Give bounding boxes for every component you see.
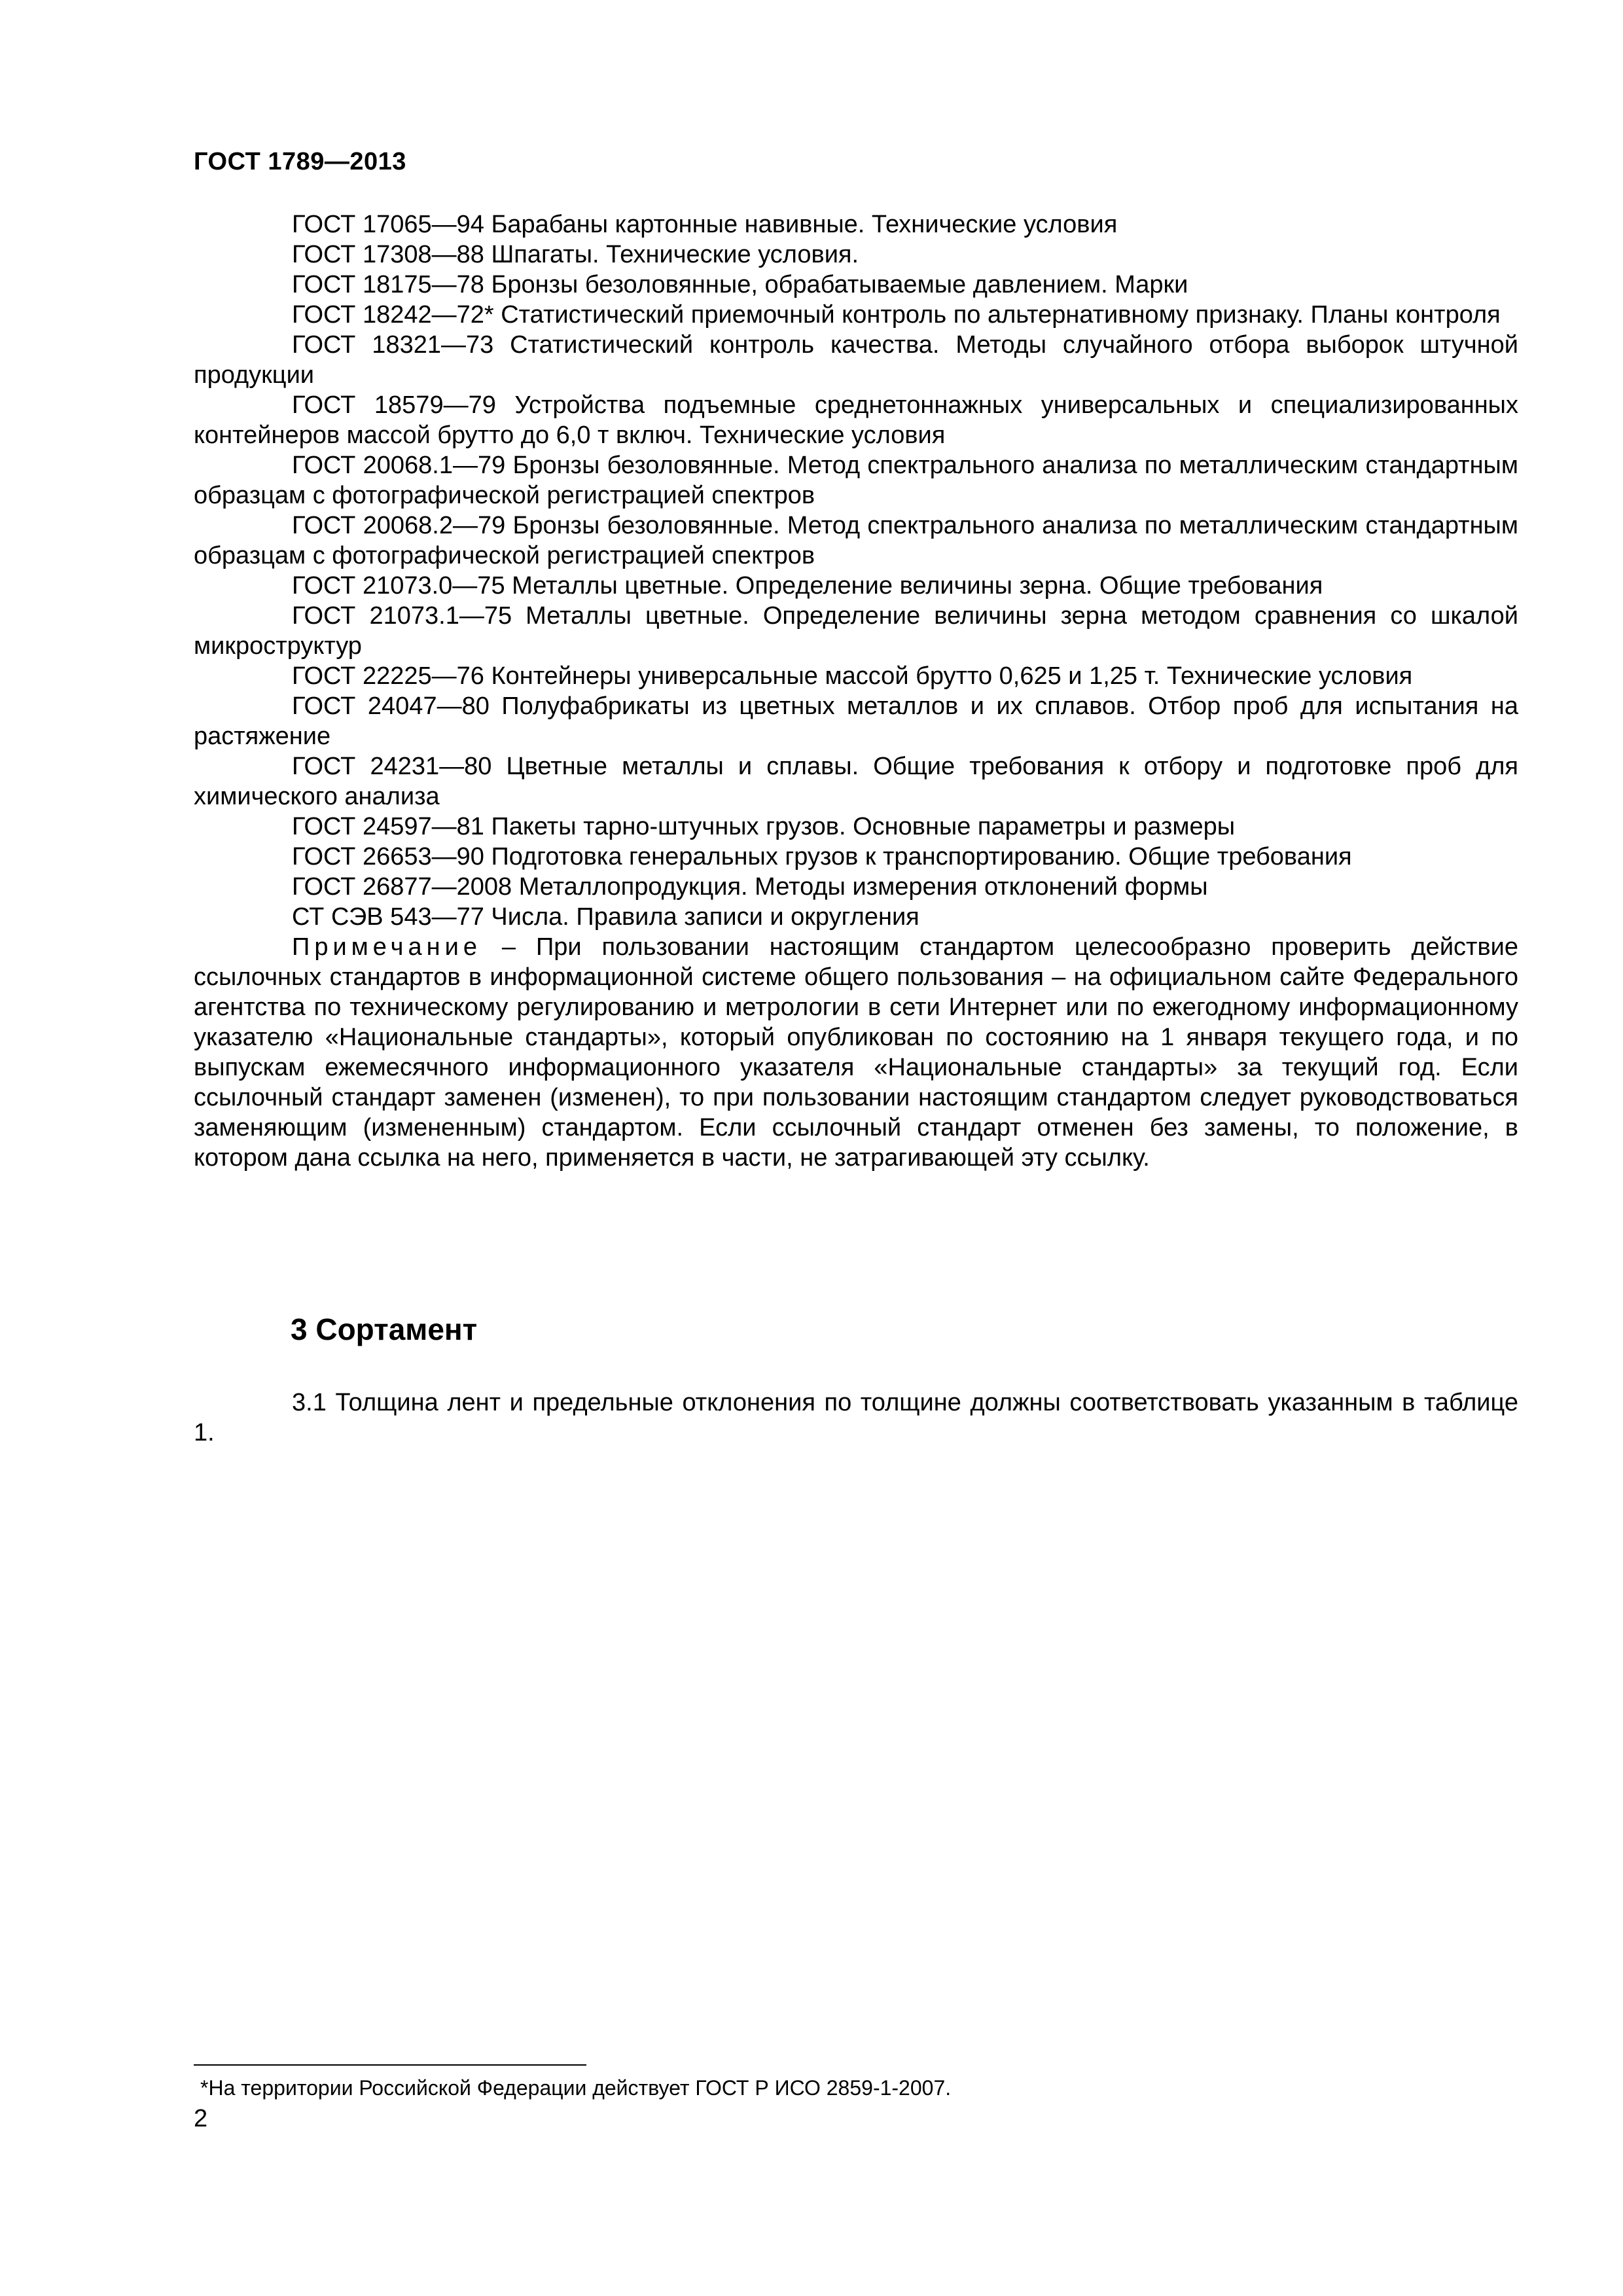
note-label: Примечание <box>292 933 482 961</box>
reference-item: ГОСТ 24231—80 Цветные металлы и сплавы. Общие требования к отбору и подготовке проб для химического анализа <box>194 753 1518 810</box>
section-paragraph: 3.1 Толщина лент и предельные отклонения по толщине должны соответствовать указанным в таблице 1. <box>194 1389 1518 1446</box>
reference-item: ГОСТ 24597—81 Пакеты тарно-штучных грузов. Основные параметры и размеры <box>292 813 1236 840</box>
note-paragraph <box>194 932 1518 1173</box>
references-list <box>194 209 1518 1173</box>
reference-item: ГОСТ 18321—73 Статистический контроль качества. Методы случайного отбора выборок штучной продукции <box>194 331 1518 389</box>
reference-item: ГОСТ 21073.1—75 Металлы цветные. Определение величины зерна методом сравнения со шкалой микроструктур <box>194 602 1518 660</box>
reference-item: СТ СЭВ 543—77 Числа. Правила записи и округления <box>292 903 919 931</box>
reference-item: ГОСТ 17308—88 Шпагаты. Технические условия. <box>292 241 859 268</box>
reference-item: ГОСТ 18242—72* Статистический приемочный контроль по альтернативному признаку. Планы контроля <box>292 301 1501 329</box>
reference-item: ГОСТ 18579—79 Устройства подъемные среднетоннажных универсальных и специализированных контейнеров массой брутто до 6,0 т включ. Технические условия <box>194 391 1518 449</box>
reference-item: ГОСТ 20068.1—79 Бронзы безоловянные. Метод спектрального анализа по металлическим стандартным образцам с фотографической регистрацией спектров <box>194 452 1518 509</box>
document-header: ГОСТ 1789—2013 <box>194 148 406 175</box>
reference-item: ГОСТ 17065—94 Барабаны картонные навивные. Технические условия <box>292 211 1118 238</box>
reference-item: ГОСТ 26653—90 Подготовка генеральных грузов к транспортированию. Общие требования <box>292 843 1352 870</box>
reference-item: ГОСТ 18175—78 Бронзы безоловянные, обрабатываемые давлением. Марки <box>292 271 1188 298</box>
section-heading: 3 Сортамент <box>291 1312 478 1346</box>
reference-item: ГОСТ 21073.0—75 Металлы цветные. Определение величины зерна. Общие требования <box>292 572 1323 600</box>
note-text: – При пользовании настоящим стандартом целесообразно проверить действие ссылочных стандартов в информационной системе общего пользования – на официальном сайте Федерального агентства по техническому регулированию и метрологии в сети Интернет или по ежегодному информационному указателю «Национальные стандарты», который опубликован по состоянию на 1 января текущего года, и по выпускам ежемесячного информационного указателя «Национальные стандарты» за текущий год. Если ссылочный стандарт заменен (изменен), то при пользовании настоящим стандартом следует руководствоваться заменяющим (измененным) стандартом. Если ссылочный стандарт отменен без замены, то положение, в котором дана ссылка на него, применяется в части, не затрагивающей эту ссылку. <box>194 933 1518 1172</box>
note-block <box>194 932 1518 1173</box>
reference-item: ГОСТ 22225—76 Контейнеры универсальные массой брутто 0,625 и 1,25 т. Технические условия <box>292 662 1413 690</box>
reference-item: ГОСТ 24047—80 Полуфабрикаты из цветных металлов и их сплавов. Отбор проб для испытания на растяжение <box>194 692 1518 750</box>
page-number: 2 <box>194 2105 208 2132</box>
footnote-separator <box>194 2064 586 2066</box>
reference-item: ГОСТ 26877—2008 Металлопродукция. Методы измерения отклонений формы <box>292 873 1208 901</box>
footnote: *На территории Российской Федерации действует ГОСТ Р ИСО 2859-1-2007. <box>200 2076 952 2100</box>
reference-item: ГОСТ 20068.2—79 Бронзы безоловянные. Метод спектрального анализа по металлическим стандартным образцам с фотографической регистрацией спектров <box>194 512 1518 569</box>
